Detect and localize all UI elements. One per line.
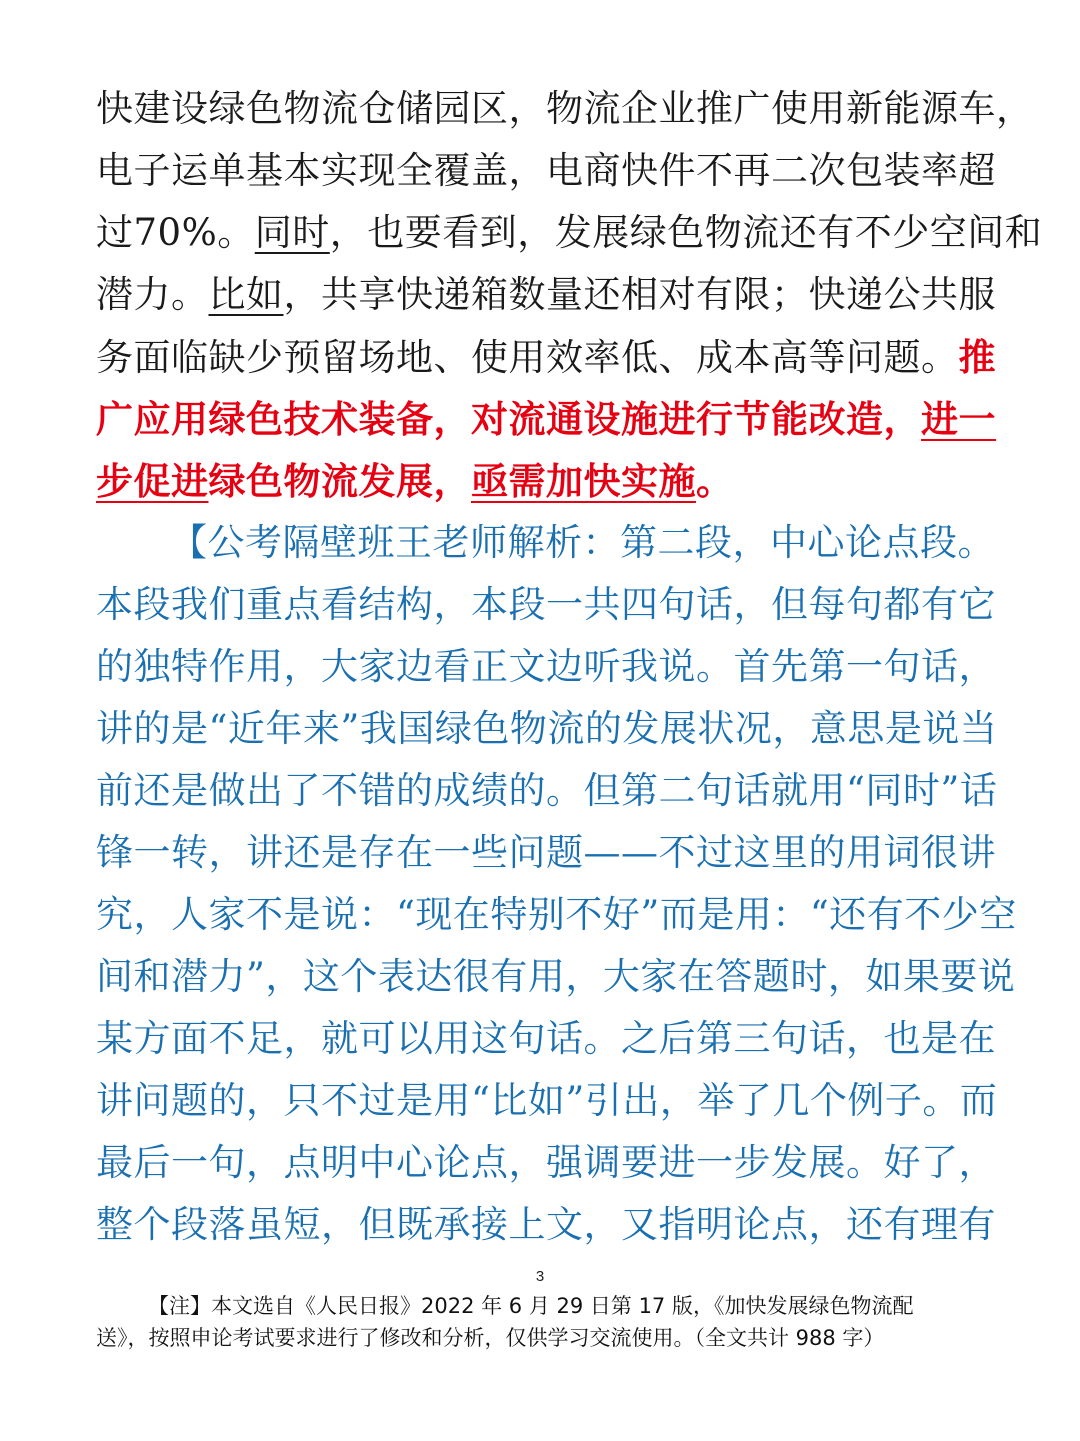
article-paragraph xyxy=(96,78,1043,512)
text-run: ，也要看到，发展绿色物流还有不少空间和 xyxy=(329,211,1043,254)
article-line xyxy=(96,264,996,326)
article-line xyxy=(96,388,996,450)
analysis-line: 究，人家不是说：“现在特别不好”而是用：“还有不少空 xyxy=(96,893,1017,936)
article-line xyxy=(96,202,1043,264)
highlight-text: 绿色物流发展， xyxy=(208,459,471,503)
analysis-line: 本段我们重点看结构，本段一共四句话，但每句都有它 xyxy=(96,583,996,626)
text-run: 务面临缺少预留场地、使用效率低、成本高等问题。 xyxy=(96,336,959,379)
text-run: 潜力。 xyxy=(96,273,209,316)
analysis-line: 前还是做出了不错的成绩的。但第二句话就用“同时”话 xyxy=(96,769,998,812)
article-line: 快建设绿色物流仓储园区，物流企业推广使用新能源车， xyxy=(96,87,1034,130)
article-line xyxy=(96,450,988,512)
underlined-keyword: 比如 xyxy=(208,273,284,316)
analysis-paragraph xyxy=(96,512,1017,1256)
analysis-line: 讲的是“近年来”我国绿色物流的发展状况，意思是说当 xyxy=(96,707,998,750)
analysis-line: 最后一句，点明中心论点，强调要进一步发展。好了， xyxy=(96,1141,996,1184)
highlight-text: 推 xyxy=(958,335,996,379)
analysis-line: 某方面不足，就可以用这句话。之后第三句话，也是在 xyxy=(96,1017,996,1060)
footnote xyxy=(96,1290,988,1354)
highlight-text: 广应用绿色技术装备，对流通设施进行节能改造， xyxy=(96,397,921,441)
analysis-line: 整个段落虽短，但既承接上文，又指明论点，还有理有 xyxy=(96,1203,996,1246)
text-run: 过70%。 xyxy=(96,211,255,254)
article-line xyxy=(96,326,996,388)
highlight-underlined-text: 进一 xyxy=(921,397,996,441)
analysis-line: 讲问题的，只不过是用“比如”引出，举了几个例子。而 xyxy=(96,1079,998,1122)
footnote-line: 【注】本文选自《人民日报》2022 年 6 月 29 日第 17 版，《加快发展绿色物流配 xyxy=(148,1294,914,1318)
page-number: 3 xyxy=(535,1268,545,1285)
highlight-underlined-text: 亟需加快实施 xyxy=(471,459,696,503)
text-run: ，共享快递箱数量还相对有限；快递公共服 xyxy=(283,273,996,316)
footnote-line: 送》，按照申论考试要求进行了修改和分析，仅供学习交流使用。（全文共计 988 字） xyxy=(96,1326,885,1350)
analysis-line: 锋一转，讲还是存在一些问题——不过这里的用词很讲 xyxy=(96,831,996,874)
article-line: 电子运单基本实现全覆盖，电商快件不再二次包装率超 xyxy=(96,149,996,192)
underlined-keyword: 同时 xyxy=(254,211,330,254)
highlight-underlined-text: 步促进 xyxy=(96,459,209,503)
analysis-line: 【公考隔壁班王老师解析：第二段，中心论点段。 xyxy=(170,521,995,564)
text-run: 。 xyxy=(696,459,734,503)
analysis-line: 的独特作用，大家边看正文边听我说。首先第一句话， xyxy=(96,645,996,688)
analysis-line: 间和潜力”，这个表达很有用，大家在答题时，如果要说 xyxy=(96,955,1016,998)
